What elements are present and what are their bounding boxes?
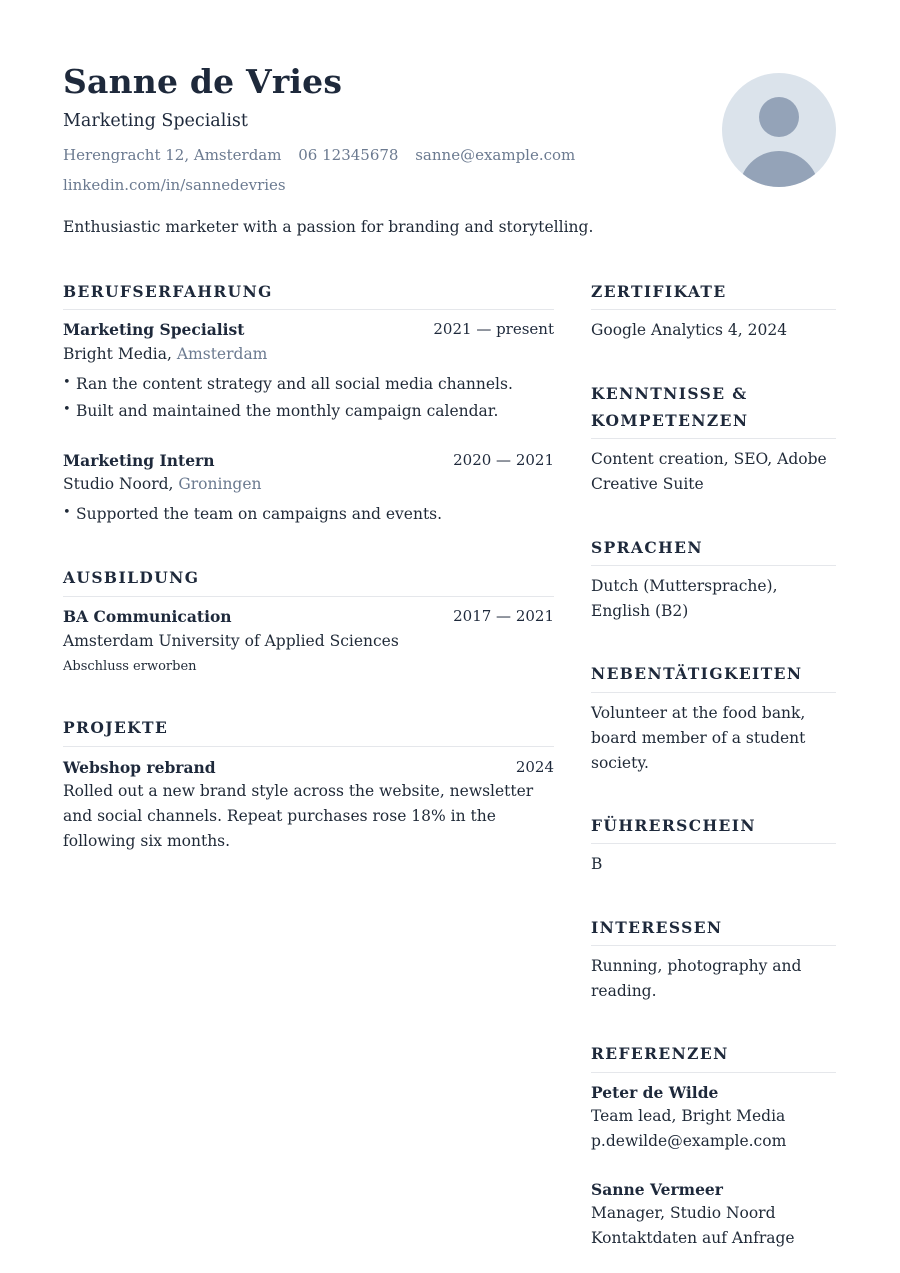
job-bullet: • Ran the content strategy and all social media channels. — [63, 375, 513, 393]
education-dates: 2017 — 2021 — [453, 607, 554, 625]
avatar — [722, 73, 836, 187]
candidate-role: Marketing Specialist — [63, 111, 248, 131]
languages-divider — [591, 565, 836, 566]
license-heading: FÜHRERSCHEIN — [591, 816, 756, 835]
job-company — [63, 345, 267, 363]
experience-heading: BERUFSERFAHRUNG — [63, 282, 273, 301]
person-icon-head — [759, 97, 799, 137]
side-activities-heading: NEBENTÄTIGKEITEN — [591, 664, 803, 683]
interests-divider — [591, 945, 836, 946]
person-icon-body — [739, 151, 819, 187]
profile-summary: Enthusiastic marketer with a passion for branding and storytelling. — [63, 218, 594, 236]
certificates-text: Google Analytics 4, 2024 — [591, 321, 788, 339]
linkedin-link[interactable]: linkedin.com/in/sannedevries — [63, 176, 286, 194]
projects-heading: PROJEKTE — [63, 718, 169, 737]
certificates-divider — [591, 309, 836, 310]
address-text: Herengracht 12, Amsterdam — [63, 146, 282, 164]
reference-contact[interactable]: p.dewilde@example.com — [591, 1132, 787, 1150]
reference-role: Team lead, Bright Media — [591, 1107, 786, 1125]
references-divider — [591, 1072, 836, 1073]
job-dates: 2020 — 2021 — [453, 451, 554, 469]
reference-role: Manager, Studio Noord — [591, 1204, 776, 1222]
skills-heading: KENNTNISSE & KOMPETENZEN — [591, 384, 749, 430]
reference-name: Sanne Vermeer — [591, 1180, 723, 1199]
job-dates: 2021 — present — [433, 320, 554, 338]
company-location: Groningen — [178, 475, 262, 493]
project-year: 2024 — [515, 758, 554, 776]
contact-row — [63, 146, 587, 164]
school-name: Amsterdam University of Applied Sciences — [63, 632, 399, 650]
reference-contact: Kontaktdaten auf Anfrage — [591, 1229, 795, 1247]
job-bullet: • Built and maintained the monthly campaign calendar. — [63, 402, 498, 420]
company-location: Amsterdam — [176, 345, 268, 363]
job-company — [63, 475, 262, 493]
references-heading: REFERENZEN — [591, 1044, 729, 1063]
projects-divider — [63, 746, 554, 747]
education-heading: AUSBILDUNG — [63, 568, 200, 587]
degree-title: BA Communication — [63, 607, 232, 626]
side-activities-divider — [591, 692, 836, 693]
skills-text: Content creation, SEO, Adobe Creative Suite — [591, 450, 827, 493]
interests-heading: INTERESSEN — [591, 918, 723, 937]
certificates-heading: ZERTIFIKATE — [591, 282, 727, 301]
experience-divider — [63, 309, 554, 310]
languages-text: Dutch (Muttersprache), English (B2) — [591, 577, 778, 620]
phone-text: 06 12345678 — [298, 146, 399, 164]
project-description: Rolled out a new brand style across the website, newsletter and social channels. Repeat purchases rose 18% in the following six months. — [63, 782, 534, 850]
candidate-name: Sanne de Vries — [63, 62, 343, 101]
skills-divider — [591, 438, 836, 439]
company-name: Studio Noord, — [63, 475, 174, 493]
reference-name: Peter de Wilde — [591, 1083, 719, 1102]
job-bullet: • Supported the team on campaigns and events. — [63, 505, 442, 523]
job-title: Marketing Specialist — [63, 320, 245, 339]
degree-note: Abschluss erworben — [63, 659, 197, 674]
license-text: B — [591, 855, 603, 873]
interests-text: Running, photography and reading. — [591, 957, 802, 1000]
job-title: Marketing Intern — [63, 451, 215, 470]
company-name: Bright Media, — [63, 345, 172, 363]
education-divider — [63, 596, 554, 597]
email-link[interactable]: sanne@example.com — [415, 146, 576, 164]
languages-heading: SPRACHEN — [591, 538, 703, 557]
side-activities-text: Volunteer at the food bank, board member of a student society. — [591, 704, 806, 772]
license-divider — [591, 843, 836, 844]
project-title: Webshop rebrand — [63, 758, 216, 777]
